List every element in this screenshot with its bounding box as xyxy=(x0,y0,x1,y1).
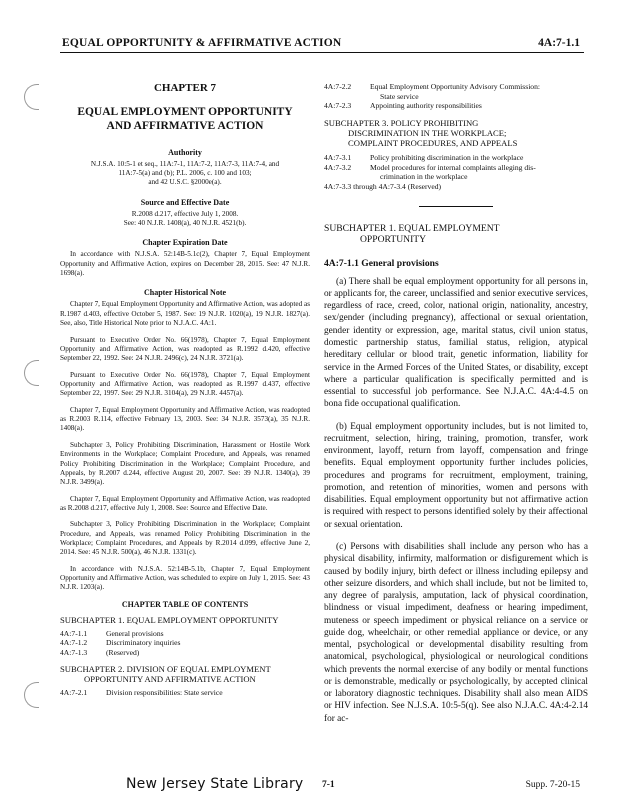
history-paragraph: Pursuant to Executive Order No. 66(1978), Chapter 7, Equal Employment Opportunity and Affirmative Action, was readopted as R.1997 d.437, effective September 22, 1997. See: 29 N.J.R. 3104(a), 29 N.J.R. 4457(a). xyxy=(60,370,310,398)
paragraph-a: (a) There shall be equal employment opportunity for all persons in, or applicants for, the career, unclassified and senior executive services, regardless of race, creed, color, national origin, nationality, ancestry, sex/gender (including pregnancy), affectional or sexual orientation, gender identity or expression, age, marital status, civil union status, domestic partnership status, familial status, religion, atypical hereditary cellular or blood trait, genetic information, liability for service in the Armed Forces of the United States, or disability, except where a particular qualification is specifically permitted and is essential to successful job performance. See N.J.A.C. 4A:4-4.5 on bona fide occupational qualification. xyxy=(324,276,588,410)
history-paragraph: Chapter 7, Equal Employment Opportunity and Affirmative Action, was readopted as R.2008 d.217, effective July 1, 2008. See: Source and Effective Date. xyxy=(60,494,310,512)
authority-heading: Authority xyxy=(168,147,202,157)
running-header-section: 4A:7-1.1 xyxy=(538,37,580,49)
chapter-title: EQUAL EMPLOYMENT OPPORTUNITY AND AFFIRMATIVE ACTION xyxy=(77,106,293,132)
history-paragraph: Chapter 7, Equal Employment Opportunity and Affirmative Action, was readopted as R.2003 R.114, effective February 13, 2003. See: 34 N.J.R. 3573(a), 35 N.J.R. 1408(a). xyxy=(60,405,310,433)
table-of-contents xyxy=(60,600,310,698)
toc-item: 4A:7-1.1 General provisions xyxy=(60,628,164,638)
left-column xyxy=(60,82,310,746)
history-paragraph: Subchapter 3, Policy Prohibiting Discrimination in the Workplace; Complaint Procedure, and Appeals, was renamed Policy Prohibiting Discrimination in the Workplace; Complaint Procedures, and Appeals by R.2014 d.099, effective June 2, 2014. See: 45 N.J.R. 500(a), 46 N.J.R. 1331(c). xyxy=(60,520,310,557)
toc-item: 4A:7-1.2 Discriminatory inquiries xyxy=(60,638,181,648)
paragraph-b: (b) Equal employment opportunity includes, but is not limited to, recruitment, selection, hiring, training, promotion, transfer, work environment, layoff, return from layoff, compensation and fringe benefits. Equal employment opportunity further includes policies, procedures and programs for recruitment, employment, training, promotion, and retention of minorities, women and persons with disabilities. Equal employment opportunity but not affirmative action is required with respect to persons identified solely by their affectional or sexual orientation. xyxy=(324,421,588,530)
subchapter-heading: SUBCHAPTER 1. EQUAL EMPLOYMENT OPPORTUNITY xyxy=(324,222,500,246)
running-header-title: EQUAL OPPORTUNITY & AFFIRMATIVE ACTION xyxy=(62,37,342,49)
section-title: 4A:7-1.1 General provisions xyxy=(324,257,439,269)
toc-item: 4A:7-2.1 Division responsibilities: State service xyxy=(60,687,223,697)
toc-item: 4A:7-2.3 Appointing authority responsibilities xyxy=(324,101,482,111)
paragraph-c: (c) Persons with disabilities shall include any person who has a physical disability, infirmity, malformation or disfigurement which is caused by bodily injury, birth defect or illness including epilepsy and other seizure disorders, and which shall include, but not be limited to, any degree of paralysis, amputation, lack of physical coordination, blindness or visual impediment, deafness or hearing impediment, muteness or speech impediment or physical reliance on a service or guide dog, wheelchair, or other remedial appliance or device, or any mental, psychological or developmental disability resulting from anatomical, psychological, physiological or neurological conditions which prevents the normal exercise of any bodily or mental functions or is demonstrable, medically or psychologically, by accepted clinical or laboratory diagnostic techniques. Disability shall also mean AIDS or HIV infection. See N.J.S.A. 10:5-5(q). See also N.J.A.C. 4A:4-2.14 for ac- xyxy=(324,541,588,724)
toc-heading: CHAPTER TABLE OF CONTENTS xyxy=(121,599,249,609)
chapter-number: CHAPTER 7 xyxy=(153,82,217,94)
section-divider xyxy=(419,206,493,207)
header-rule xyxy=(60,52,584,53)
expiration-heading: Chapter Expiration Date xyxy=(142,238,228,248)
toc-subchapter-2: SUBCHAPTER 2. DIVISION OF EQUAL EMPLOYMENT OPPORTUNITY AND AFFIRMATIVE ACTION xyxy=(60,663,271,684)
supplement-date: Supp. 7-20-15 xyxy=(525,780,580,790)
expiration-block: Chapter Expiration Date In accordance with N.J.S.A. 52:14B-5.1c(2), Chapter 7, Equal Employment Opportunity and Affirmative Action, expires on December 28, 2015. See: 47 N.J.R. 1698(a). xyxy=(60,238,310,278)
history-paragraph: In accordance with N.J.S.A. 52:14B-5.1b, Chapter 7, Equal Employment Opportunity and Affirmative Action, was scheduled to expire on July 1, 2015. See: 43 N.J.R. 1203(a). xyxy=(60,564,310,592)
right-column xyxy=(324,82,588,746)
authority-block: Authority N.J.S.A. 10:5-1 et seq., 11A:7-1, 11A:7-2, 11A:7-3, 11A:7-4, and 11A:7-5(a) and (b); P.L. 2006, c. 100 and 103; and 42 U.S.C. §2000e(a). xyxy=(60,148,310,188)
history-paragraph: Pursuant to Executive Order No. 66(1978), Chapter 7, Equal Employment Opportunity and Affirmative Action, was readopted as R.1992 d.420, effective September 22, 1992. See: 24 N.J.R. 2496(c), 24 N.J.R. 3721(a). xyxy=(60,335,310,363)
toc-item: 4A:7-3.3 through 4A:7-3.4 (Reserved) xyxy=(324,181,442,191)
history-block xyxy=(60,288,310,592)
toc-continued xyxy=(324,82,588,192)
toc-item: 4A:7-1.3 (Reserved) xyxy=(60,648,140,658)
binder-hole-bottom xyxy=(24,682,39,708)
binder-hole-middle xyxy=(24,360,39,386)
source-block: Source and Effective Date R.2008 d.217, effective July 1, 2008. See: 40 N.J.R. 1408(a), 40 N.J.R. 4521(b). xyxy=(60,198,310,229)
history-heading: Chapter Historical Note xyxy=(143,288,227,298)
history-paragraph: Chapter 7, Equal Employment Opportunity and Affirmative Action, was adopted as R.1987 d.403, effective October 5, 1987. See: 19 N.J.R. 1020(a), 19 N.J.R. 1827(a). See, also, Title Historical Note prior to N.J.A.C. 4A:1. xyxy=(60,300,310,328)
binder-hole-top xyxy=(24,84,39,110)
toc-subchapter-1: SUBCHAPTER 1. EQUAL EMPLOYMENT OPPORTUNITY xyxy=(60,614,279,625)
toc-item: 4A:7-3.2 Model procedures for internal complaints alleging dis- crimination in the workplace xyxy=(324,162,536,182)
page-number: 7-1 xyxy=(322,780,335,790)
toc-item: 4A:7-2.2 Equal Employment Opportunity Advisory Commission: State service xyxy=(324,82,541,101)
source-heading: Source and Effective Date xyxy=(140,197,230,207)
toc-item: 4A:7-3.1 Policy prohibiting discrimination in the workplace xyxy=(324,152,524,162)
history-paragraph: Subchapter 3, Policy Prohibiting Discrimination, Harassment or Hostile Work Environments in the Workplace; Complaint Procedure, and Appeals, was renamed Policy Prohibiting Discrimination in the Workplace; Complaint Procedure, and Appeals, by R.2007 d.244, effective August 20, 2007. See: 39 N.J.R. 1340(a), 39 N.J.R. 3499(a). xyxy=(60,440,310,487)
toc-subchapter-3: SUBCHAPTER 3. POLICY PROHIBITING DISCRIMINATION IN THE WORKPLACE; COMPLAINT PROCEDURES, AND APPEALS xyxy=(324,118,518,148)
library-stamp: New Jersey State Library xyxy=(126,776,304,792)
